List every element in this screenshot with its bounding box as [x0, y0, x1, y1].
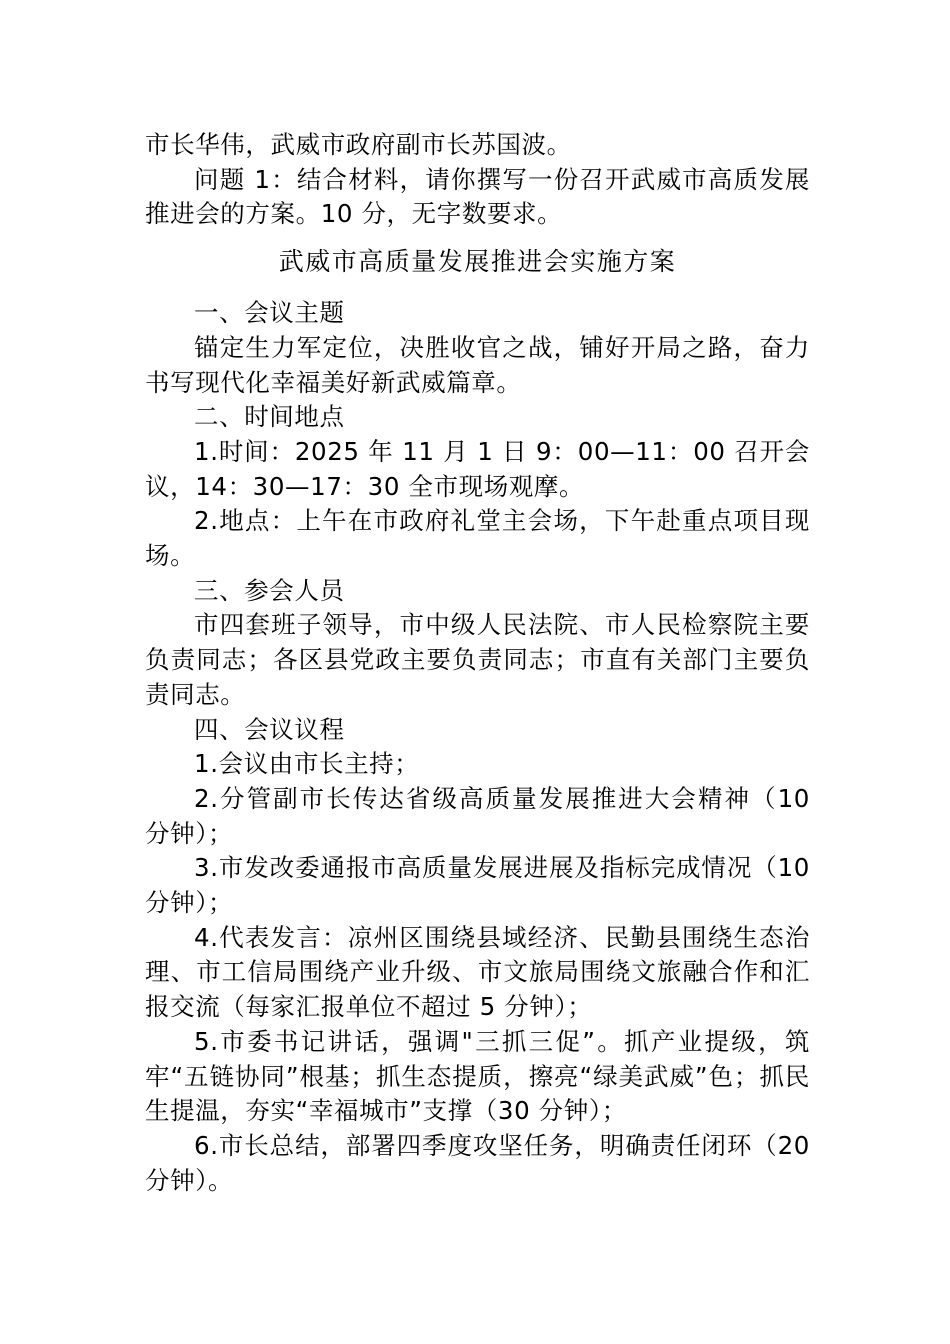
agenda-item: 3.市发改委通报市高质量发展进展及指标完成情况（10 分钟）；	[145, 853, 810, 918]
agenda-item: 2.分管副市长传达省级高质量发展推进大会精神（10 分钟）；	[145, 783, 810, 848]
agenda-item: 6.市长总结，部署四季度攻坚任务，明确责任闭环（20 分钟）。	[145, 1130, 810, 1195]
section-heading-attendees: 三、参会人员	[194, 575, 345, 605]
theme-paragraph: 锚定生力军定位，决胜收官之战，铺好开局之路，奋力书写现代化幸福美好新武威篇章。	[145, 332, 810, 397]
section-heading-agenda: 四、会议议程	[194, 714, 345, 744]
document-body	[145, 128, 810, 1198]
attendees-paragraph: 市四套班子领导，市中级人民法院、市人民检察院主要负责同志；各区县党政主要负责同志；市直有关部门主要负责同志。	[145, 610, 810, 709]
section-heading-time-place: 二、时间地点	[194, 402, 345, 432]
question-prompt: 问题 1：结合材料，请你撰写一份召开武威市高质发展推进会的方案。10 分，无字数要求。	[145, 164, 810, 229]
time-item: 1.时间：2025 年 11 月 1 日 9：00—11：00 召开会议，14：30—17：30 全市现场观摩。	[145, 436, 810, 501]
place-item: 2.地点：上午在市政府礼堂主会场，下午赴重点项目现场。	[145, 506, 810, 571]
section-heading-theme: 一、会议主题	[194, 298, 345, 328]
document-title: 武威市高质量发展推进会实施方案	[278, 247, 677, 277]
agenda-item: 4.代表发言：凉州区围绕县域经济、民勤县围绕生态治理、市工信局围绕产业升级、市文旅局围绕文旅融合作和汇报交流（每家汇报单位不超过 5 分钟）；	[145, 922, 810, 1022]
agenda-item: 5.市委书记讲话，强调"三抓三促”。抓产业提级，筑牢“五链协同”根基；抓生态提质，擦亮“绿美武威”色；抓民生提温，夯实“幸福城市”支撑（30 分钟）；	[145, 1026, 810, 1126]
intro-continuation: 市长华伟，武威市政府副市长苏国波。	[145, 130, 572, 159]
agenda-item: 1.会议由市长主持；	[194, 749, 420, 779]
